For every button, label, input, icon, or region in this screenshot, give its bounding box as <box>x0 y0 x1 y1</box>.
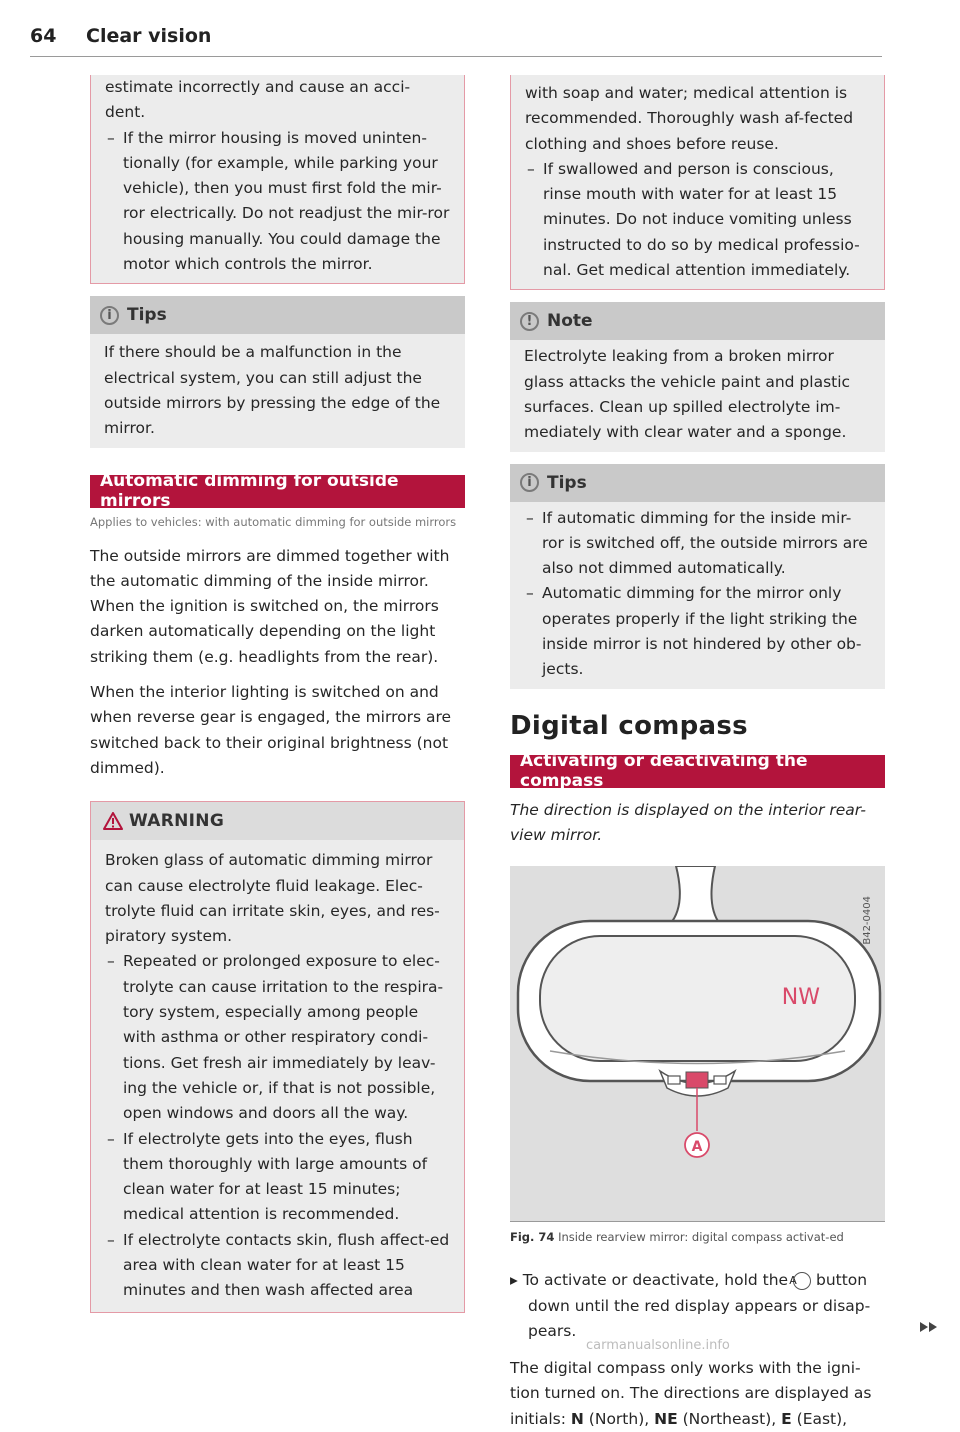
compass-display: NW <box>781 985 820 1011</box>
instruction-step: ▸ To activate or deactivate, hold the A button down until the red display appears or disap-pears. <box>510 1271 871 1340</box>
compass-section <box>510 711 885 1432</box>
tips-box <box>510 464 885 689</box>
section-heading: Digital compass <box>510 710 748 741</box>
applies-to: Applies to vehicles: with automatic dimming for outside mirrors <box>90 514 457 529</box>
list-item: – If swallowed and person is conscious, rinse mouth with water for at least 15 minutes. Do not induce vomiting unless instructed to do so by medical professio-nal. Get medical attention immediately. <box>525 157 870 283</box>
svg-text:A: A <box>691 1139 703 1156</box>
warning-cont-list <box>525 157 870 283</box>
warning-cont-list <box>105 126 450 278</box>
list-item: – If the mirror housing is moved uninten-tionally (for example, while parking your vehicle), then you must first fold the mir-ror electrically. Do not readjust the mir-ror housing manually. You could damage the motor which controls the mirror. <box>105 126 450 278</box>
intro-text: The direction is displayed on the interior rear-view mirror. <box>510 800 866 844</box>
exclamation-icon: ! <box>520 312 539 331</box>
note-text: Electrolyte leaking from a broken mirror glass attacks the vehicle paint and plastic surfaces. Clean up spilled electrolyte im-mediately with clear water and a sponge. <box>524 347 851 442</box>
mirror-illustration <box>510 866 885 1221</box>
warning-cont-text: with soap and water; medical attention is recommended. Thoroughly wash af-fected clothing and shoes before reuse. <box>525 84 854 153</box>
warning-cont-text: estimate incorrectly and cause an acci-dent. <box>105 78 411 122</box>
note-header <box>510 302 885 340</box>
left-column <box>90 75 465 1313</box>
info-icon: i <box>520 473 539 492</box>
callout-a-icon: A <box>793 1272 811 1290</box>
warning-continuation <box>510 75 885 290</box>
tips-title: Tips <box>127 305 167 326</box>
note-title: Note <box>547 311 593 332</box>
warning-title: WARNING <box>129 811 225 832</box>
figure-code: B42-0404 <box>862 896 873 945</box>
figure-mirror <box>510 866 885 1222</box>
figure-caption: Fig. 74 Inside rearview mirror: digital compass activat-ed <box>510 1230 844 1245</box>
list-item: – If electrolyte contacts skin, flush affect-ed area with clean water for at least 15 minutes and then wash affected area <box>105 1228 450 1304</box>
note-body <box>510 340 885 451</box>
list-item: – Automatic dimming for the mirror only operates properly if the light striking the inside mirror is not hindered by other ob-jects. <box>524 581 871 682</box>
tips-list <box>524 506 871 683</box>
list-item: – If automatic dimming for the inside mir-ror is switched off, the outside mirrors are also not dimmed automatically. <box>524 506 871 582</box>
list-item: – Repeated or prolonged exposure to elec-trolyte can cause irritation to the respira-tory system, especially among people with asthma or other respiratory condi-tions. Get fresh air immediately by leav-ing the vehicle or, if that is not possible, open windows and doors all the way. <box>105 949 450 1126</box>
info-icon: i <box>100 306 119 325</box>
paragraph: When the interior lighting is switched on and when reverse gear is engaged, the mirrors are switched back to their original brightness (not dimmed). <box>90 683 452 777</box>
tips-body <box>510 502 885 689</box>
warning-box <box>90 801 465 1312</box>
tips-text: If there should be a malfunction in the electrical system, you can still adjust the outside mirrors by pressing the edge of the mirror. <box>104 343 441 438</box>
tips-header <box>90 296 465 334</box>
page-number: 64 <box>30 25 57 47</box>
section-title-bar: Automatic dimming for outside mirrors <box>90 475 465 508</box>
paragraph: The digital compass only works with the igni-tion turned on. The directions are displayed as initials: N (North), NE (Northeast), E (East), <box>510 1359 872 1428</box>
warning-triangle-icon <box>103 812 123 830</box>
page-header <box>30 22 882 57</box>
tips-title: Tips <box>547 472 587 493</box>
section-title: Clear vision <box>86 25 212 47</box>
compass-button <box>686 1072 708 1088</box>
auto-dim-section <box>90 471 465 782</box>
warning-header <box>91 802 464 840</box>
tips-box <box>90 296 465 447</box>
tips-header <box>510 464 885 502</box>
warning-body <box>91 840 464 1311</box>
continue-arrow-icon <box>918 1320 940 1334</box>
list-item: – If electrolyte gets into the eyes, flush them thoroughly with large amounts of clean water for at least 15 minutes; medical attention is recommended. <box>105 1127 450 1228</box>
right-column <box>510 75 885 1432</box>
paragraph: The outside mirrors are dimmed together with the automatic dimming of the inside mirror. When the ignition is switched on, the mirrors darken automatically depending on the light striking them (e.g. headlights from the rear). <box>90 546 450 666</box>
section-title-bar: Activating or deactivating the compass <box>510 755 885 788</box>
warning-list <box>105 949 450 1303</box>
warning-continuation <box>90 75 465 284</box>
warning-intro: Broken glass of automatic dimming mirror can cause electrolyte fluid leakage. Elec-trolyte fluid can irritate skin, eyes, and res-piratory system. <box>105 851 440 946</box>
footer-watermark: carmanualsonline.info <box>586 1338 730 1353</box>
note-box <box>510 302 885 451</box>
tips-body <box>90 334 465 447</box>
